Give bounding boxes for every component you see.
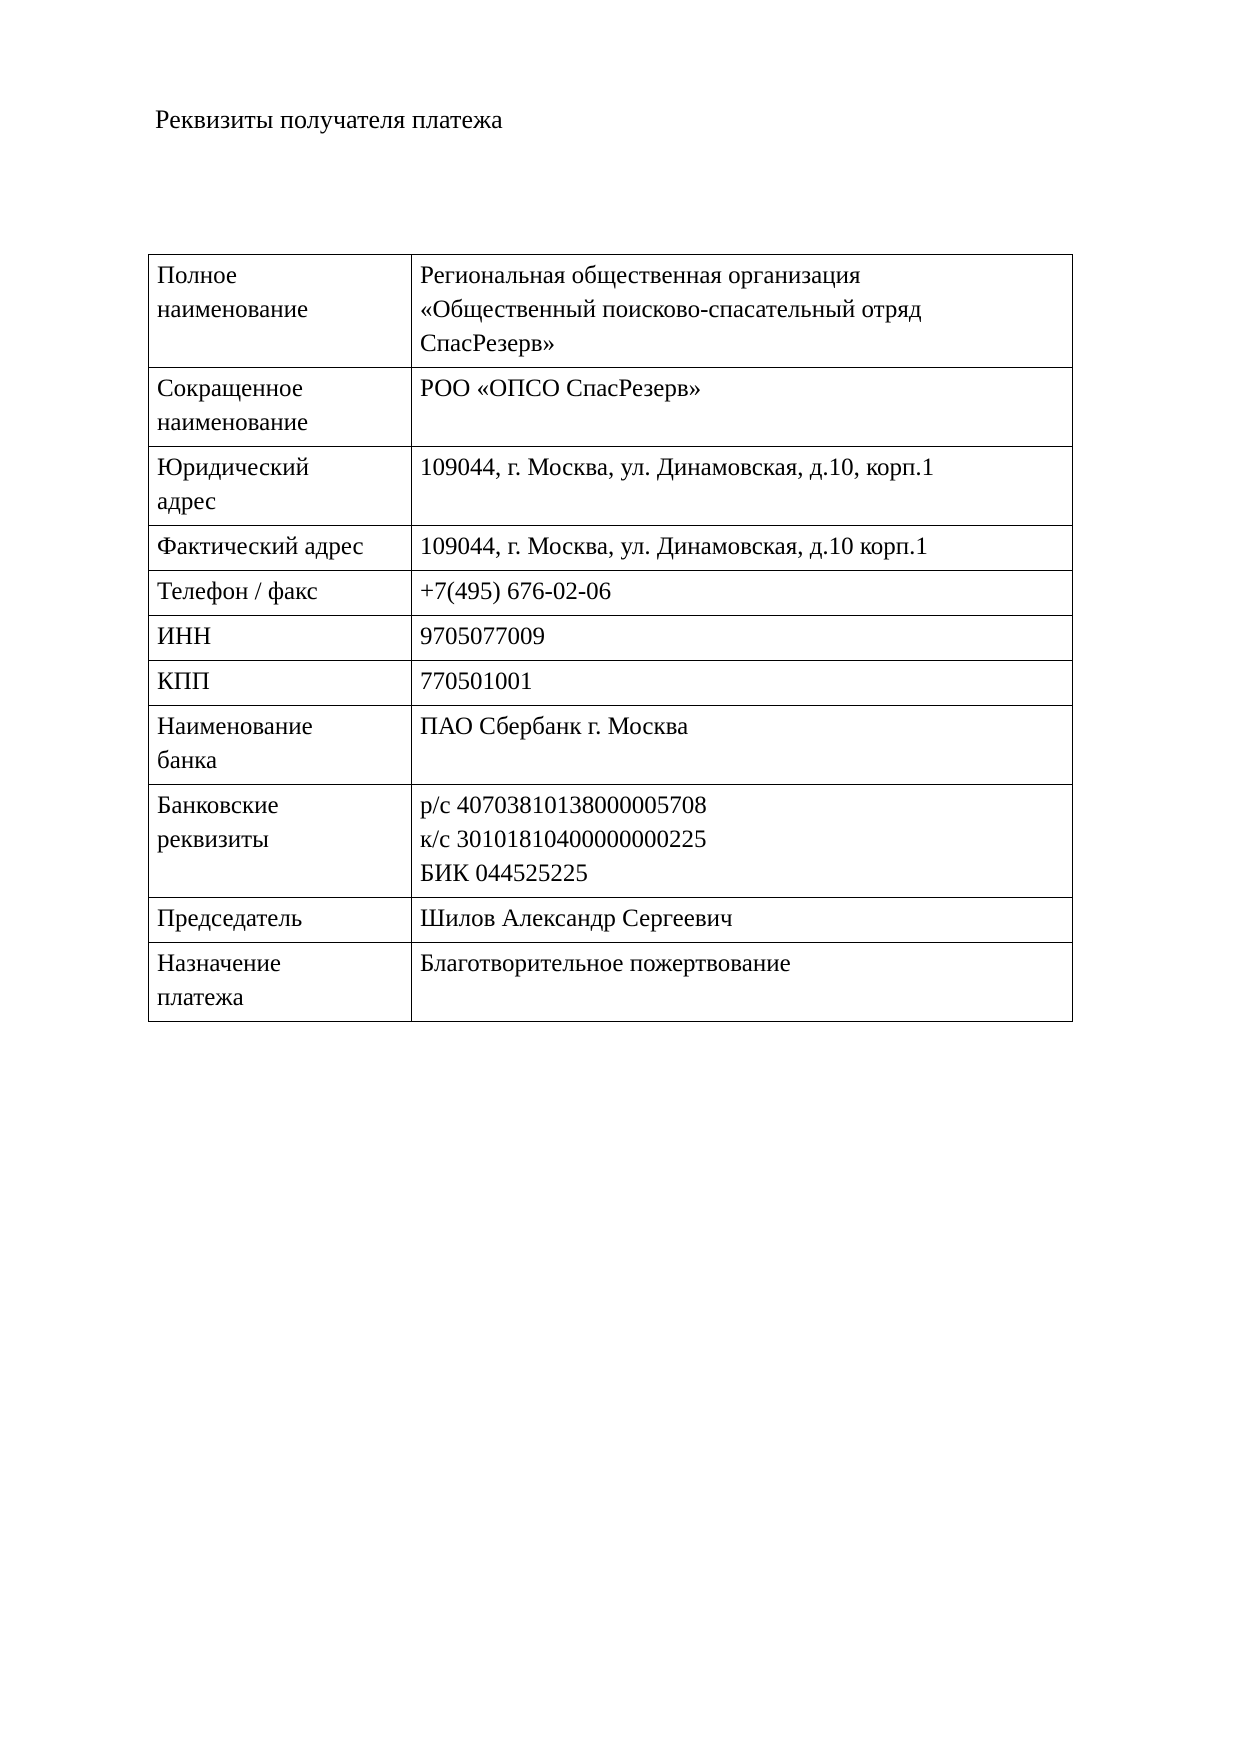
label-line: банка — [157, 747, 218, 774]
row-label-full-name — [149, 255, 412, 368]
value-line: РОО «ОПСО СпасРезерв» — [420, 375, 702, 402]
label-line: Назначение — [157, 950, 282, 977]
row-label-payment-purpose — [149, 943, 412, 1022]
table-row — [149, 616, 1073, 661]
label-line: Наименование — [157, 713, 313, 740]
row-label-actual-address — [149, 526, 412, 571]
label-line: платежа — [157, 984, 244, 1011]
row-value-chairman — [412, 898, 1073, 943]
row-label-phone-fax — [149, 571, 412, 616]
label-line: реквизиты — [157, 826, 269, 853]
label-line: наименование — [157, 296, 309, 323]
value-line: Благотворительное пожертвование — [420, 950, 791, 977]
row-value-full-name — [412, 255, 1073, 368]
value-line: ПАО Сбербанк г. Москва — [420, 713, 689, 740]
row-label-bank-details — [149, 785, 412, 898]
table-row — [149, 943, 1073, 1022]
value-line: «Общественный поисково-спасательный отряд — [420, 296, 922, 323]
value-line: р/с 40703810138000005708 — [420, 792, 707, 819]
table-row — [149, 571, 1073, 616]
row-value-legal-address — [412, 447, 1073, 526]
payment-details-table — [148, 254, 1073, 1022]
row-value-actual-address — [412, 526, 1073, 571]
page-title: Реквизиты получателя платежа — [155, 105, 503, 134]
table-row — [149, 898, 1073, 943]
table-row — [149, 255, 1073, 368]
value-line: 109044, г. Москва, ул. Динамовская, д.10 корп.1 — [420, 533, 928, 560]
label-line: Фактический адрес — [157, 533, 364, 560]
row-value-inn — [412, 616, 1073, 661]
value-line: 9705077009 — [420, 623, 545, 650]
row-value-short-name — [412, 368, 1073, 447]
table-row — [149, 368, 1073, 447]
value-line: 770501001 — [420, 668, 533, 695]
value-line: к/с 30101810400000000225 — [420, 826, 707, 853]
row-label-legal-address — [149, 447, 412, 526]
value-line: БИК 044525225 — [420, 860, 588, 887]
row-value-bank-details — [412, 785, 1073, 898]
value-line: +7(495) 676-02-06 — [420, 578, 612, 605]
value-line: Шилов Александр Сергеевич — [420, 905, 733, 932]
row-value-phone-fax — [412, 571, 1073, 616]
label-line: Юридический — [157, 454, 309, 481]
table-row — [149, 447, 1073, 526]
label-line: Банковские — [157, 792, 279, 819]
label-line: ИНН — [157, 623, 212, 650]
row-label-inn — [149, 616, 412, 661]
value-line: Региональная общественная организация — [420, 262, 861, 289]
value-line: СпасРезерв» — [420, 330, 555, 357]
label-line: Телефон / факс — [157, 578, 318, 605]
table-body — [149, 255, 1073, 1022]
label-line: наименование — [157, 409, 309, 436]
table-row — [149, 785, 1073, 898]
table-row — [149, 706, 1073, 785]
label-line: адрес — [157, 488, 217, 515]
table-row — [149, 661, 1073, 706]
row-label-kpp — [149, 661, 412, 706]
label-line: Сокращенное — [157, 375, 303, 402]
label-line: Полное — [157, 262, 237, 289]
row-value-payment-purpose — [412, 943, 1073, 1022]
value-line: 109044, г. Москва, ул. Динамовская, д.10, корп.1 — [420, 454, 935, 481]
row-value-kpp — [412, 661, 1073, 706]
table-row — [149, 526, 1073, 571]
label-line: КПП — [157, 668, 210, 695]
label-line: Председатель — [157, 905, 303, 932]
row-label-short-name — [149, 368, 412, 447]
row-value-bank-name — [412, 706, 1073, 785]
row-label-chairman — [149, 898, 412, 943]
row-label-bank-name — [149, 706, 412, 785]
